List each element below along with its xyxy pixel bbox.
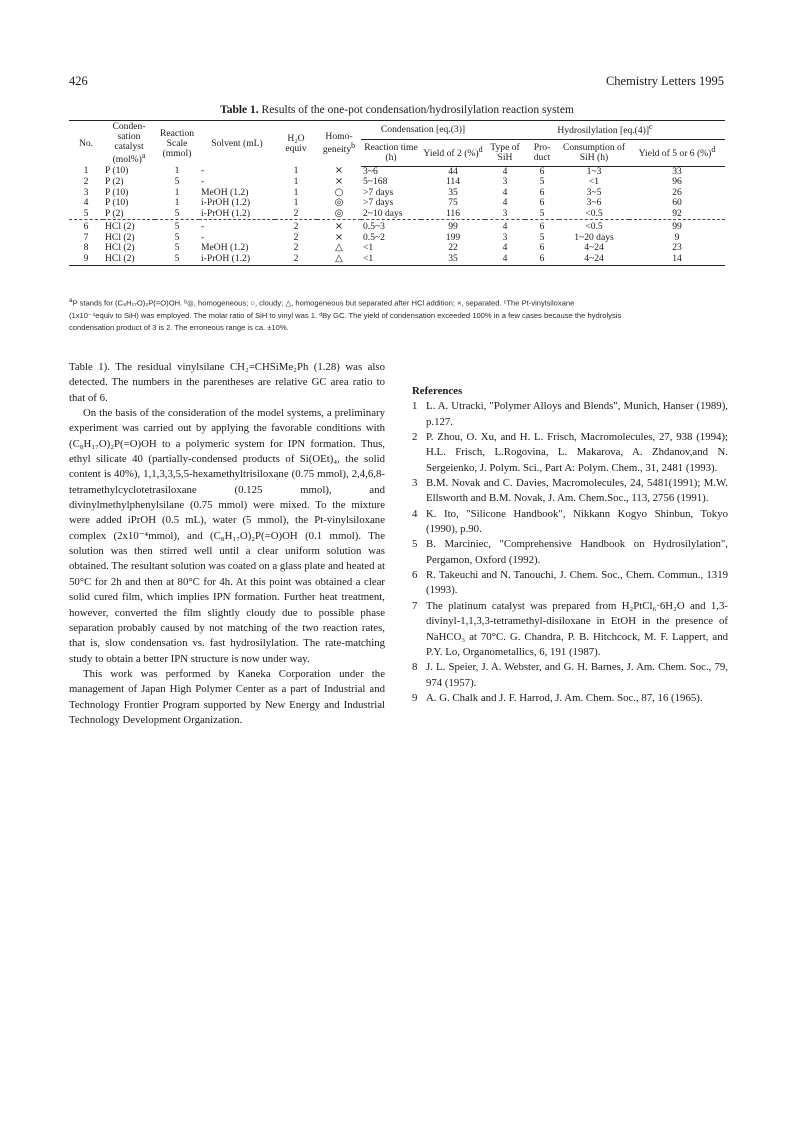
table-label: Table 1. [220,104,259,116]
cell-consumption: <0.5 [585,221,603,232]
table-row [69,243,725,254]
cell-solvent: i-PrOH (1.2) [201,252,251,264]
paragraph: On the basis of the consideration of the model systems, a preliminary experiment was carried out by applying the favorable conditions with (C₈H₁₇O)₂P(=O)OH to a polymeric system for IPN formation. Thus, ethyl silicate 40 (partially-condensed products of Si(OEt)₄, the solid content is 40%), 1,1,3,3,5,5-hexamethyltrisiloxane (0.75 mmol), 2,4,6,8-tetramethylcyclotetrasiloxane (0.125 mmol), and divinylmethylphenylsilane (0.75 mmol) were mixed. To the mixture were added iPrOH (0.5 mL), water (5 mmol), the Pt-vinylsiloxane complex (2x10⁻⁴mmol), and (C₈H₁₇O)₂P(=O)OH (0.1 mmol). The solution was then stirred well until a clear uniform solution was obtained. The resultant solution was coated on a glass plate and heated at 50°C for 2h and then at 80°C for 4h. At this point was obtained a clear solid cured film, which implies IPN formation. Further heat treatment, however, converted the film slightly cloudy due to possible phase separation probably caused by not matching of the two reaction rates, that is, slow condensation vs. fast hydrosilylation. The rate-matching study to obtain a better IPN structure is now under way. [69,407,385,665]
cell-scale: 5 [174,252,180,264]
cell-catalyst: P (2) [105,207,124,219]
col-solvent: Solvent (mL) [199,121,275,167]
cell-homogeneity: △ [335,252,343,264]
paragraph: Table 1). The residual vinylsilane CH₂=CHSiMe₂Ph (1.28) was also detected. The numbers in the parentheses are relative GC area ratio to that of 6. [69,361,385,404]
cell-catalyst: HCl (2) [105,242,135,253]
cell-yield-56: 9 [674,231,680,243]
cell-type-sih: 3 [502,231,508,243]
table-row [69,198,725,209]
cell-product: 5 [539,207,545,219]
cell-product: 6 [539,252,545,264]
cell-solvent: - [201,221,205,232]
cell-no: 6 [83,221,89,232]
cell-h2o: 1 [293,165,299,177]
cell-h2o: 1 [293,197,299,208]
table-row [69,166,725,177]
cell-homogeneity: ○ [334,186,344,198]
cell-consumption: <0.5 [585,207,603,219]
reference-item [412,599,728,660]
col-type-sih: Type of SiH [485,139,525,166]
cell-no: 5 [83,207,89,219]
reference-item [412,399,728,430]
cell-yield-2: 99 [448,221,458,232]
cell-h2o: 2 [293,221,299,232]
cell-yield-2: 35 [448,186,458,198]
cell-no: 7 [83,231,89,243]
table-row [69,222,725,233]
cell-product: 5 [539,231,545,243]
col-yield-56: Yield of 5 or 6 (%)$^d$ [629,139,725,166]
reference-text: L. A. Utracki, "Polymer Alloys and Blends", Munich, Hanser (1989), p.127. [426,400,728,428]
cell-type-sih: 4 [502,221,508,232]
cell-scale: 1 [174,186,180,198]
reference-item [412,507,728,538]
cell-catalyst: P (2) [105,176,124,187]
results-table [69,120,725,266]
col-yield-2: Yield of 2 (%)$^d$ [421,139,485,166]
cell-no: 8 [83,242,89,253]
table-row [69,209,725,220]
cell-no: 2 [83,176,89,187]
cell-type-sih: 4 [502,197,508,208]
cell-yield-56: 14 [672,252,682,264]
body-left-column [69,360,385,728]
reference-number: 1 [412,400,418,413]
table-group-2 [69,222,725,264]
references-heading: References [412,385,463,397]
cell-yield-2: 199 [445,231,461,243]
cell-h2o: 2 [293,242,299,253]
cell-catalyst: HCl (2) [105,231,135,243]
cell-consumption: 3~5 [586,186,602,198]
cell-yield-2: 44 [448,165,458,177]
cell-scale: 1 [174,197,180,208]
cell-reaction-time: <1 [363,242,374,253]
cell-h2o: 2 [293,252,299,264]
reference-item [412,430,728,476]
reference-text: K. Ito, "Silicone Handbook", Nikkann Kogyo Shinbun, Tokyo (1990), p.90. [426,507,728,536]
col-reaction-time: Reaction time (h) [361,139,421,166]
table-row [69,254,725,265]
cell-consumption: 4~24 [584,242,604,253]
cell-reaction-time: >7 days [363,197,394,208]
table-group-1 [69,166,725,219]
cell-homogeneity: × [334,176,344,187]
cell-yield-2: 35 [448,252,458,264]
col-catalyst: Conden-sation catalyst $(mol\%)^a$ [103,121,155,167]
group-condensation: Condensation [eq.(3)] [361,121,485,140]
cell-yield-56: 60 [672,197,682,208]
reference-number: 3 [412,477,418,490]
cell-solvent: - [201,231,205,243]
cell-no: 1 [83,165,89,177]
cell-product: 6 [539,197,545,208]
reference-text: B.M. Novak and C. Davies, Macromolecules, 24, 5481(1991); M.W. Ellsworth and B.M. Novak, J. Am. Chem.Soc., 113, 2756 (1991). [426,477,728,505]
page-number: 426 [69,74,88,88]
cell-homogeneity: × [334,231,344,243]
cell-product: 6 [539,221,545,232]
reference-number: 2 [412,431,418,444]
cell-catalyst: HCl (2) [105,252,135,264]
cell-solvent: i-PrOH (1.2) [201,207,251,219]
cell-reaction-time: 0.5~2 [363,231,385,243]
reference-text: B. Marciniec, "Comprehensive Handbook on Hydrosilylation", Pergamon, Oxford (1992). [426,538,728,566]
cell-h2o: 1 [293,176,299,187]
footnote-line: $^a$P stands for (C₈H₁₇O)₂P(=O)OH. ᵇ◎, homogeneous; ○, cloudy; △, homogeneous but separated after HCl addition; ×, separated. ᶜThe Pt-vinylsiloxane [69,297,575,308]
cell-yield-56: 96 [672,176,682,187]
reference-item [412,568,728,599]
reference-item [412,691,728,706]
reference-text: R. Takeuchi and N. Tanouchi, J. Chem. Soc., Chem. Commun., 1319 (1993). [426,569,728,597]
cell-homogeneity: ◎ [334,197,344,208]
cell-homogeneity: △ [335,242,343,253]
cell-scale: 5 [174,242,180,253]
cell-yield-56: 33 [672,165,682,177]
cell-consumption: <1 [588,176,600,187]
cell-h2o: 2 [293,231,299,243]
cell-type-sih: 3 [502,176,508,187]
table-row [69,188,725,199]
cell-solvent: i-PrOH (1.2) [201,197,251,208]
reference-item [412,537,728,568]
paragraph: This work was performed by Kaneka Corporation under the management of Japan High Polymer Center as a part of Industrial and Technology Frontier Program supported by New Energy and Industrial Technology Development Organization. [69,667,385,726]
cell-homogeneity: × [334,165,344,177]
table-footnotes [69,295,729,334]
cell-type-sih: 3 [502,207,508,219]
cell-product: 5 [539,176,545,187]
table-row [69,177,725,188]
cell-scale: 5 [174,207,180,219]
references-column [412,360,728,706]
reference-item [412,476,728,507]
col-no: No. [69,121,103,167]
table-row [69,233,725,244]
cell-homogeneity: × [334,221,344,232]
cell-homogeneity: ◎ [334,207,344,219]
col-homogeneity: Homo-geneity$^b$ [317,121,361,167]
cell-solvent: - [201,165,205,177]
cell-product: 6 [539,242,545,253]
col-scale: Reaction Scale (mmol) [155,121,199,167]
reference-text: A. G. Chalk and J. F. Harrod, J. Am. Chem. Soc., 87, 16 (1965). [426,691,703,704]
cell-consumption: 1~3 [586,165,602,177]
reference-number: 6 [412,569,418,582]
footnote-line: (1x10⁻⁴equiv to SiH) was employed. The molar ratio of SiH to vinyl was 1. ᵈBy GC. The yield of condensation exceeded 100% in a few cases because the hydrolysis [69,310,622,320]
cell-reaction-time: 3~6 [363,165,378,177]
group-hydrosilylation: Hydrosilylation $[eq.(4)]^c$ [485,121,725,140]
journal-running-head: Chemistry Letters 1995 [605,74,724,88]
cell-catalyst: P (10) [105,186,129,198]
footnote-line: condensation product of 3 is 2. The erroneous range is ca. ±10%. [69,322,289,332]
reference-text: P. Zhou, O. Xu, and H. L. Frisch, Macromolecules, 27, 938 (1994); H.L. Frisch, L.Rogovina, L. Makarova, A. Zhdanov,and N. Sergeienko, J. Polym. Sci., Part A: Polym. Chem., 31, 2481 (1993). [426,431,728,474]
reference-item [412,660,728,691]
cell-no: 3 [83,186,89,198]
table-caption [69,104,725,116]
cell-yield-56: 26 [672,186,682,198]
cell-type-sih: 4 [502,252,508,264]
reference-number: 7 [412,599,418,612]
reference-number: 5 [412,538,418,551]
cell-h2o: 2 [293,207,299,219]
cell-scale: 5 [174,231,180,243]
cell-scale: 5 [174,221,180,232]
reference-number: 8 [412,661,418,674]
cell-h2o: 1 [293,186,299,198]
reference-text: The platinum catalyst was prepared from H₂PtCl₆·6H₂O and 1,3-divinyl-1,1,3,3-tetramethyl-disiloxane in EtOH in the presence of NaHCO₃ at 70°C. G. Chandra, P. B. Hitchcock, M. F. Lappert, and P.Y. Lo, Organometallics, 6, 191 (1987). [426,599,728,658]
cell-product: 6 [539,186,545,198]
cell-scale: 1 [174,165,180,177]
cell-yield-56: 92 [672,207,682,219]
cell-consumption: 1~20 days [574,231,614,243]
cell-solvent: MeOH (1.2) [201,242,249,253]
cell-no: 9 [83,252,89,264]
cell-reaction-time: <1 [363,252,374,264]
cell-type-sih: 4 [502,165,508,177]
cell-solvent: - [201,176,205,187]
cell-scale: 5 [174,176,180,187]
cell-type-sih: 4 [502,242,508,253]
cell-catalyst: HCl (2) [105,221,135,232]
table-title: Results of the one-pot condensation/hydrosilylation reaction system [261,104,574,116]
cell-type-sih: 4 [502,186,508,198]
cell-product: 6 [539,165,545,177]
reference-text: J. L. Speier, J. A. Webster, and G. H. Barnes, J. Am. Chem. Soc., 79, 974 (1957). [426,661,728,689]
reference-number: 4 [412,507,418,520]
cell-reaction-time: 5~168 [363,176,388,187]
cell-yield-2: 22 [448,242,458,253]
cell-reaction-time: 2~10 days [363,207,403,219]
cell-consumption: 3~6 [586,197,602,208]
col-consumption: Consumption of SiH (h) [559,139,629,166]
cell-consumption: 4~24 [584,252,604,264]
references-list [412,399,728,706]
cell-yield-2: 116 [445,207,461,219]
cell-yield-2: 114 [445,176,461,187]
cell-no: 4 [83,197,89,208]
cell-yield-56: 99 [672,221,682,232]
col-product: Pro-duct [525,139,559,166]
cell-catalyst: P (10) [105,197,129,208]
cell-reaction-time: 0.5~3 [363,221,385,232]
col-h2o: H₂O equiv [275,121,317,167]
cell-yield-2: 75 [448,197,458,208]
cell-yield-56: 23 [672,242,682,253]
cell-solvent: MeOH (1.2) [201,186,249,198]
reference-number: 9 [412,691,418,704]
cell-reaction-time: >7 days [363,186,394,198]
cell-catalyst: P (10) [105,165,129,177]
